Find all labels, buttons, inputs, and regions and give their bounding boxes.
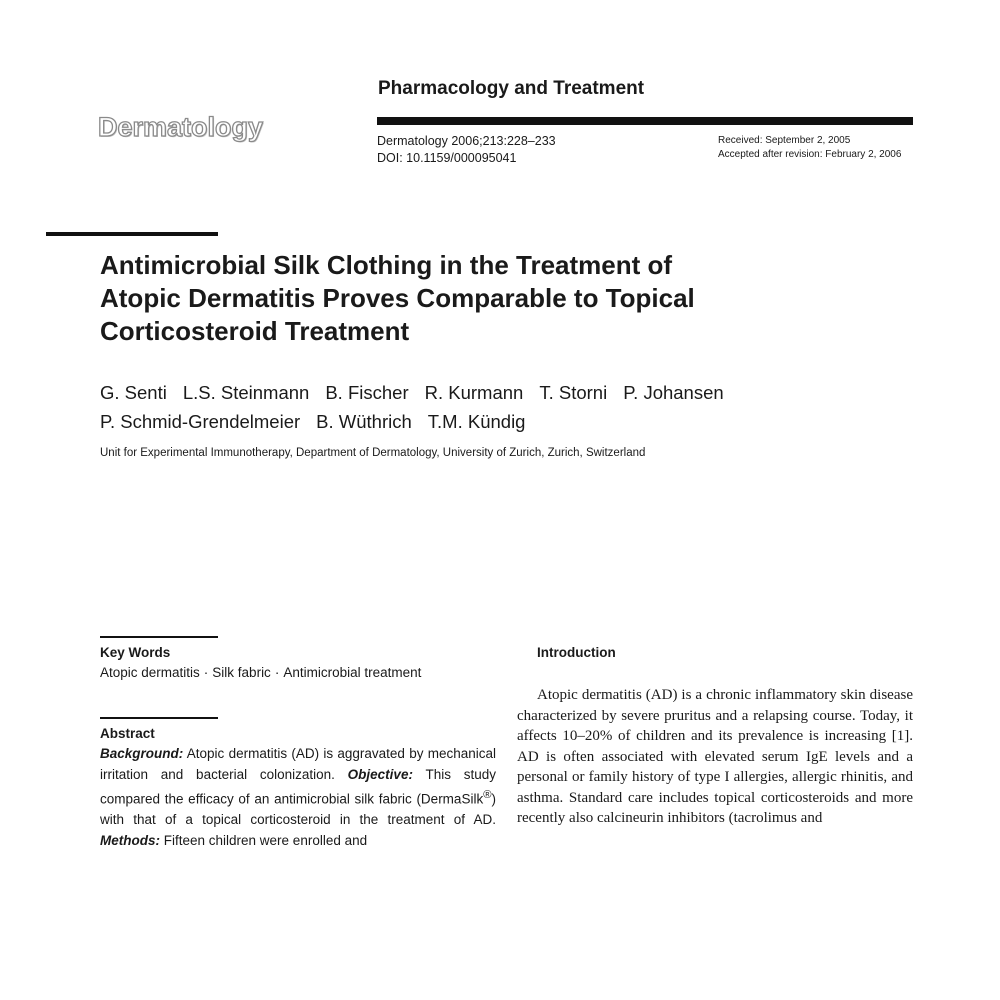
journal-citation: Dermatology 2006;213:228–233 bbox=[377, 134, 556, 148]
author-line-2 bbox=[100, 407, 900, 436]
keyword-separator: · bbox=[203, 665, 209, 680]
affiliation: Unit for Experimental Immunotherapy, Department of Dermatology, University of Zurich, Zurich, Switzerland bbox=[100, 447, 646, 459]
author: T. Storni bbox=[539, 382, 608, 403]
title-rule bbox=[46, 232, 218, 236]
author: T.M. Kündig bbox=[427, 411, 526, 432]
introduction-heading: Introduction bbox=[537, 645, 616, 660]
objective-label: Objective: bbox=[347, 766, 413, 782]
journal-logo: Dermatology bbox=[98, 112, 264, 142]
author: P. Schmid-Grendelmeier bbox=[100, 411, 301, 432]
objective-text-cont: ) with that of a topical corticosteroid in the treatment of AD. bbox=[100, 791, 496, 827]
section-heading: Pharmacology and Treatment bbox=[378, 78, 645, 99]
background-label: Background: bbox=[100, 746, 184, 761]
publication-dates bbox=[718, 134, 901, 162]
keyword-separator: · bbox=[274, 665, 280, 680]
keyword: Atopic dermatitis bbox=[100, 665, 200, 680]
author-line-1 bbox=[100, 378, 900, 407]
keyword: Antimicrobial treatment bbox=[283, 665, 422, 680]
abstract-heading: Abstract bbox=[100, 726, 155, 741]
methods-text: Fifteen children were enrolled and bbox=[160, 832, 368, 848]
journal-reference bbox=[377, 133, 556, 167]
author: B. Fischer bbox=[325, 382, 409, 403]
header-rule bbox=[377, 117, 913, 125]
article-title bbox=[100, 249, 860, 348]
accepted-date: Accepted after revision: February 2, 2006 bbox=[718, 149, 902, 160]
doi: DOI: 10.1159/000095041 bbox=[377, 151, 517, 165]
author: P. Johansen bbox=[623, 382, 724, 403]
title-line: Corticosteroid Treatment bbox=[100, 316, 410, 346]
author: R. Kurmann bbox=[424, 382, 524, 403]
background-text: Atopic dermatitis (AD) is aggravated by mechanical irritation and bacterial colonization. bbox=[100, 746, 496, 782]
keywords-list bbox=[100, 665, 421, 680]
registered-mark: ® bbox=[483, 789, 492, 801]
keywords-rule bbox=[100, 636, 218, 638]
keywords-heading: Key Words bbox=[100, 645, 171, 660]
keyword: Silk fabric bbox=[212, 665, 271, 680]
title-line: Antimicrobial Silk Clothing in the Treatment of bbox=[100, 250, 673, 280]
title-line: Atopic Dermatitis Proves Comparable to Topical bbox=[100, 283, 695, 313]
received-date: Received: September 2, 2005 bbox=[718, 135, 851, 146]
abstract-body bbox=[100, 744, 496, 851]
author: B. Wüthrich bbox=[316, 411, 412, 432]
methods-label: Methods: bbox=[100, 832, 160, 848]
author: L.S. Steinmann bbox=[182, 382, 310, 403]
author: G. Senti bbox=[100, 382, 167, 403]
author-list bbox=[100, 378, 900, 436]
introduction-body: Atopic dermatitis (AD) is a chronic inflammatory skin disease characterized by severe pruritus and a relapsing course. Today, it affects 10–20% of children and its prevalence is increasing [1]. AD is often associated with elevated serum IgE levels and a personal or family history of type I allergies, allergic rhinitis, and asthma. Standard care includes topical corticosteroids and more recently also calcineurin inhibitors (tacrolimus and bbox=[517, 687, 913, 826]
objective-text: This study compared the efficacy of an antimicrobial silk fabric (DermaSilk bbox=[100, 766, 497, 807]
abstract-rule bbox=[100, 717, 218, 719]
